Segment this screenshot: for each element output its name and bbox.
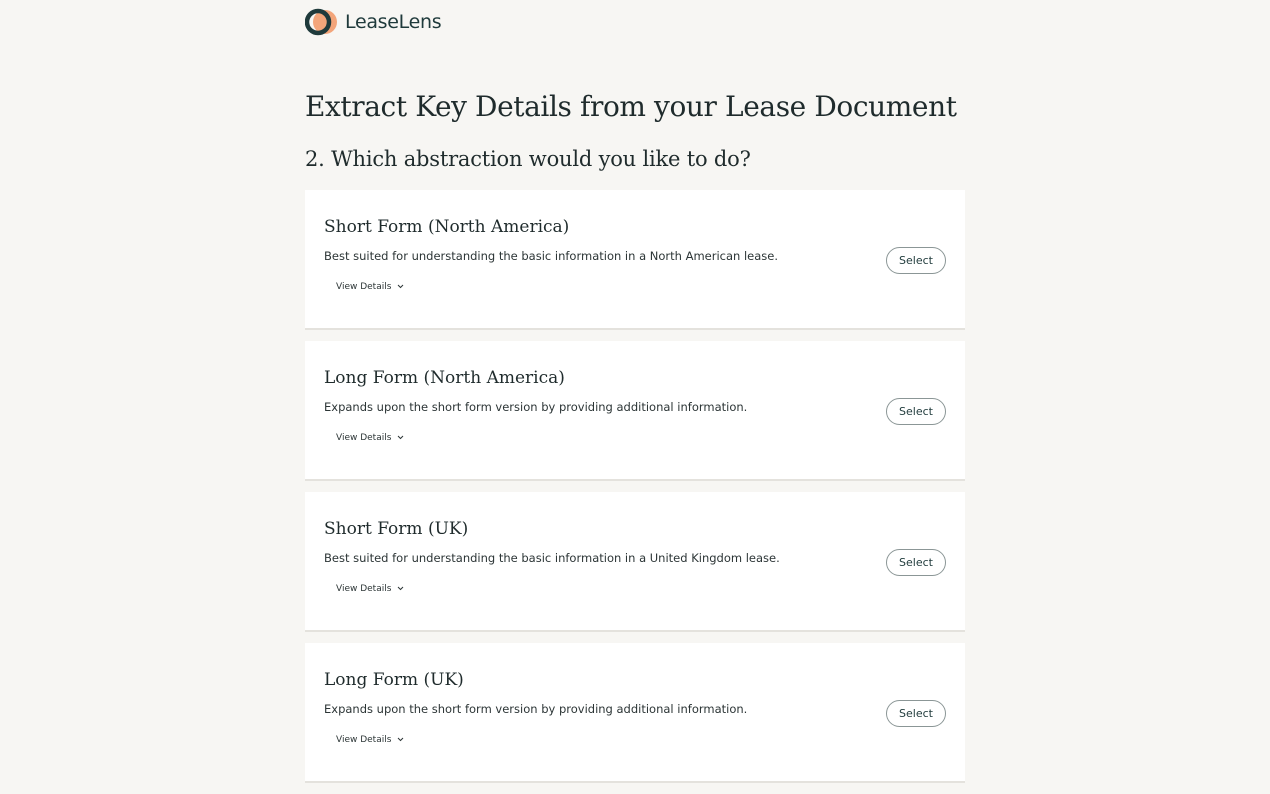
chevron-down-icon — [397, 282, 404, 292]
chevron-down-icon — [397, 735, 404, 745]
chevron-down-icon — [397, 584, 404, 594]
chevron-down-icon — [397, 433, 404, 443]
option-description: Best suited for understanding the basic information in a North American lease. — [324, 249, 779, 263]
abstraction-options-list — [305, 190, 965, 794]
option-card — [305, 190, 965, 330]
option-description: Best suited for understanding the basic information in a United Kingdom lease. — [324, 551, 780, 565]
view-details-label: View Details — [336, 433, 392, 443]
view-details-toggle[interactable] — [336, 282, 404, 292]
brand[interactable] — [305, 8, 441, 36]
option-description: Expands upon the short form version by providing additional information. — [324, 400, 748, 414]
view-details-toggle[interactable] — [336, 433, 404, 443]
select-button[interactable]: Select — [886, 247, 946, 274]
view-details-toggle[interactable] — [336, 584, 404, 594]
option-title: Short Form (North America) — [324, 217, 570, 237]
view-details-label: View Details — [336, 735, 392, 745]
view-details-label: View Details — [336, 282, 392, 292]
option-description: Expands upon the short form version by providing additional information. — [324, 702, 748, 716]
option-title: Short Form (UK) — [324, 519, 469, 539]
select-button[interactable]: Select — [886, 398, 946, 425]
option-title: Long Form (UK) — [324, 670, 464, 690]
page-title: Extract Key Details from your Lease Document — [305, 90, 957, 123]
option-card — [305, 492, 965, 632]
brand-name: LeaseLens — [345, 11, 442, 33]
view-details-toggle[interactable] — [336, 735, 404, 745]
view-details-label: View Details — [336, 584, 392, 594]
option-card — [305, 643, 965, 783]
select-button[interactable]: Select — [886, 700, 946, 727]
option-card — [305, 341, 965, 481]
overlapping-circles-logo-icon — [305, 8, 339, 36]
select-button[interactable]: Select — [886, 549, 946, 576]
step-title: 2. Which abstraction would you like to do? — [305, 147, 751, 171]
option-title: Long Form (North America) — [324, 368, 565, 388]
